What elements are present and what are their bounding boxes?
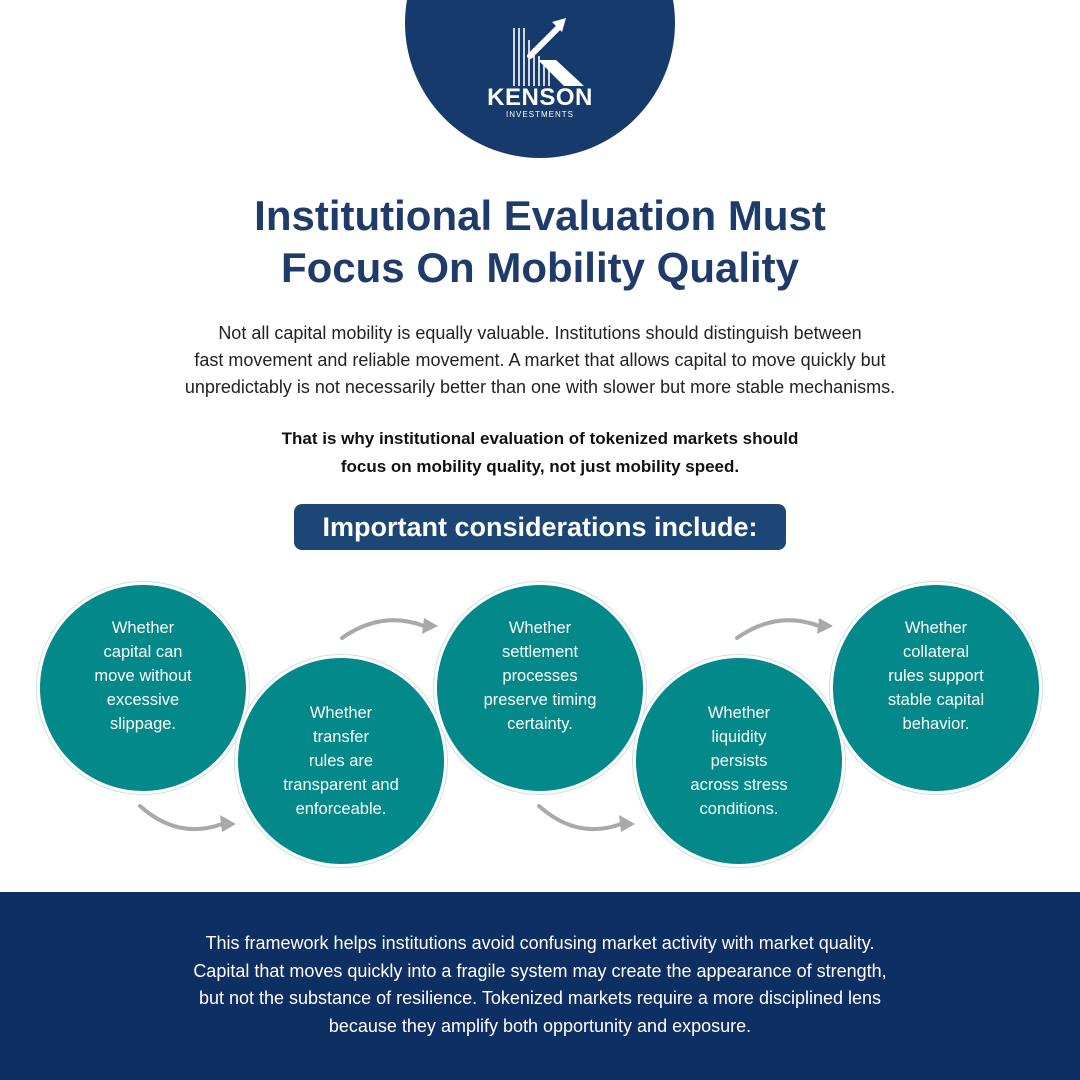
considerations-heading-banner	[294, 504, 786, 550]
consideration-line: stable capital	[887, 690, 985, 709]
emphasis-line: That is why institutional evaluation of tokenized markets should	[281, 429, 799, 448]
k-arrow-chart-icon	[508, 16, 594, 88]
consideration-circle	[238, 658, 444, 864]
footer-line: but not the substance of resilience. Tokenized markets require a more disciplined lens	[198, 988, 882, 1008]
consideration-circle	[636, 658, 842, 864]
consideration-line: enforceable.	[295, 800, 387, 818]
consideration-circle	[437, 585, 643, 791]
curved-arrow-right-icon	[735, 612, 835, 652]
consideration-line: behavior.	[902, 714, 970, 733]
consideration-line: Whether	[309, 704, 373, 722]
consideration-circle	[833, 585, 1039, 791]
brand-subtitle: INVESTMENTS	[506, 110, 574, 119]
consideration-line: across stress	[690, 776, 788, 794]
curved-arrow-right-icon	[537, 800, 637, 840]
consideration-text	[871, 616, 1001, 736]
consideration-line: excessive	[106, 690, 180, 709]
consideration-line: slippage.	[109, 714, 177, 733]
intro-line: unpredictably is not necessarily better than one with slower but more stable mechanisms.	[184, 377, 896, 397]
considerations-heading: Important considerations include:	[322, 511, 758, 542]
consideration-text	[679, 701, 799, 821]
consideration-line: transparent and	[283, 776, 399, 794]
consideration-line: Whether	[904, 618, 968, 637]
footer-line: This framework helps institutions avoid confusing market activity with market quality.	[205, 933, 875, 953]
consideration-line: Whether	[111, 618, 175, 637]
footer-line: because they amplify both opportunity and exposure.	[328, 1015, 752, 1036]
intro-line: fast movement and reliable movement. A market that allows capital to move quickly but	[194, 350, 886, 370]
consideration-line: rules are	[308, 752, 374, 770]
consideration-line: liquidity	[711, 728, 767, 746]
consideration-line: Whether	[707, 704, 771, 722]
consideration-line: Whether	[508, 618, 572, 637]
consideration-line: capital can	[103, 642, 183, 661]
consideration-circle	[40, 585, 246, 791]
brand-name: KENSON	[487, 84, 593, 111]
consideration-line: conditions.	[699, 800, 779, 818]
consideration-line: settlement	[501, 642, 579, 661]
consideration-line: processes	[502, 666, 578, 685]
consideration-line: persists	[710, 752, 768, 770]
consideration-line: move without	[94, 666, 192, 685]
intro-paragraph	[120, 320, 960, 401]
consideration-line: collateral	[902, 642, 970, 661]
emphasis-line: focus on mobility quality, not just mobility speed.	[340, 457, 740, 476]
consideration-text	[470, 616, 610, 736]
consideration-line: certainty.	[507, 714, 573, 733]
footer-paragraph	[120, 930, 960, 1040]
footer-line: Capital that moves quickly into a fragile system may create the appearance of strength,	[193, 960, 887, 981]
curved-arrow-right-icon	[340, 612, 440, 652]
consideration-line: transfer	[313, 728, 369, 746]
consideration-line: preserve timing	[483, 690, 597, 709]
consideration-line: rules support	[888, 666, 984, 685]
title-line: Focus On Mobility Quality	[280, 244, 800, 291]
title-line: Institutional Evaluation Must	[254, 192, 826, 239]
curved-arrow-right-icon	[138, 800, 238, 840]
consideration-text	[78, 616, 208, 736]
emphasis-statement	[200, 425, 880, 481]
intro-line: Not all capital mobility is equally valuable. Institutions should distinguish between	[218, 323, 862, 343]
consideration-text	[266, 701, 416, 821]
page-title	[140, 190, 940, 294]
